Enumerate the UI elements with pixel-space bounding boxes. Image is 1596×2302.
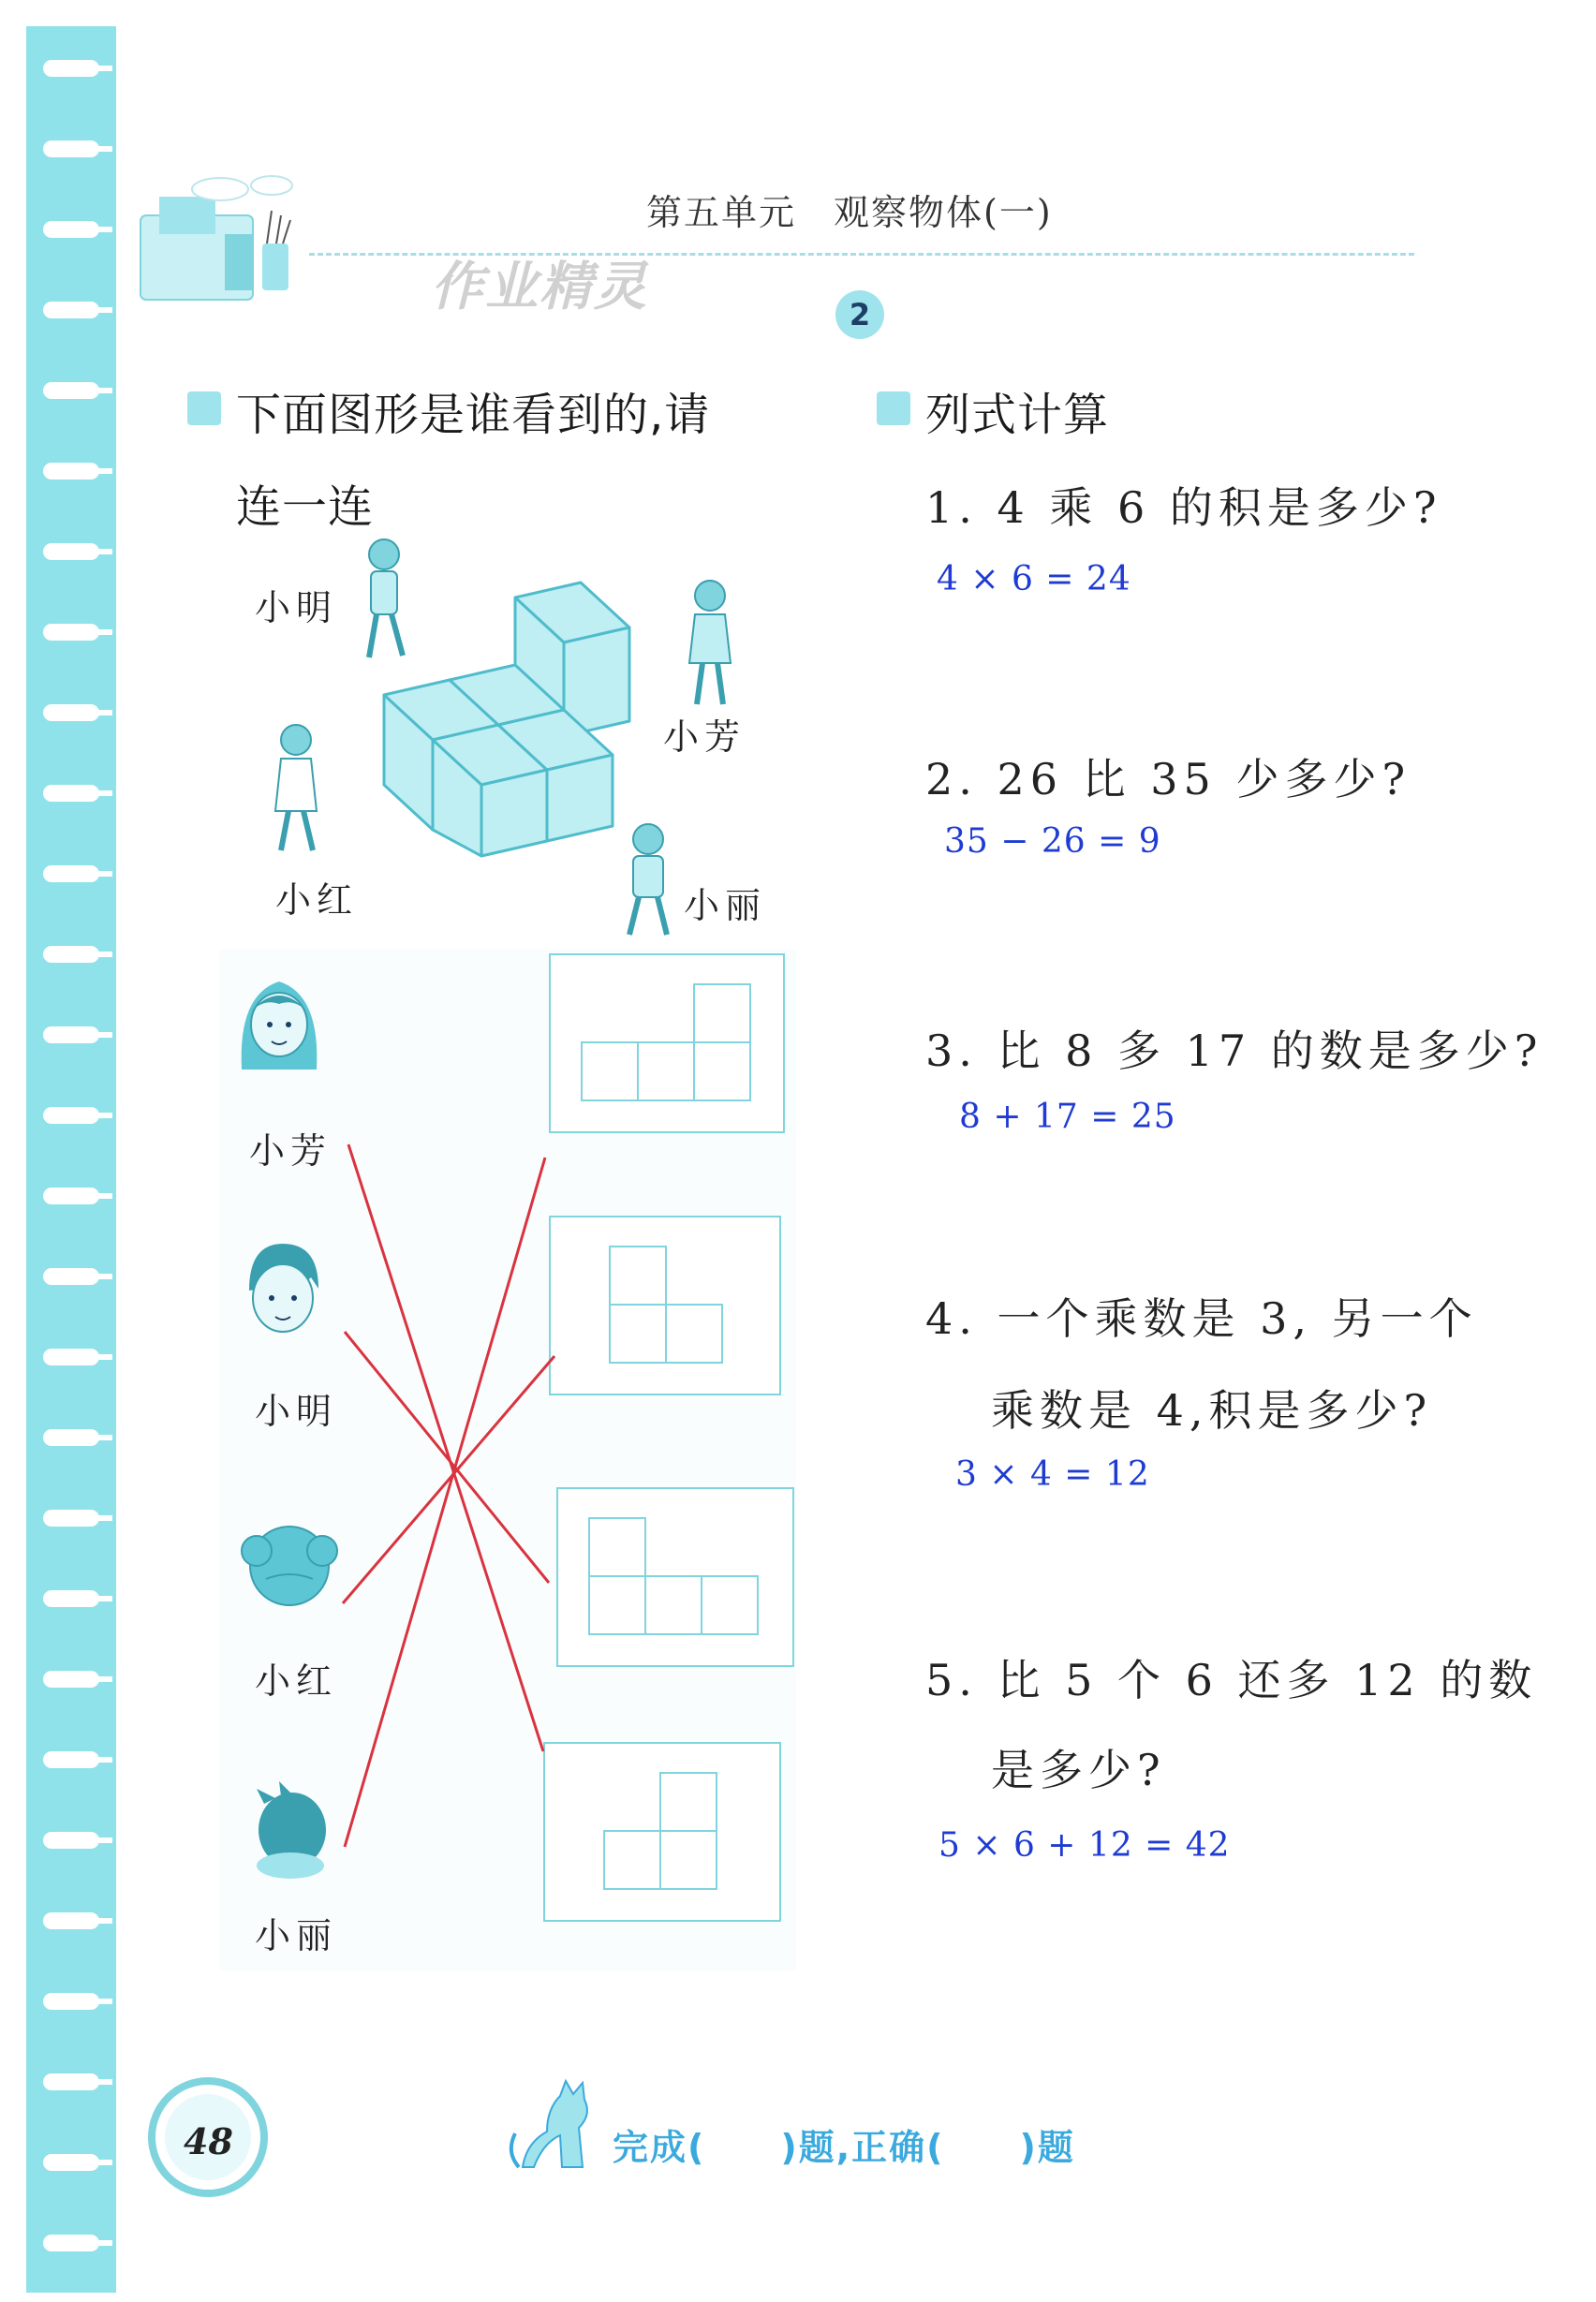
unit-title: 第五单元 观察物体(一) bbox=[646, 192, 1053, 233]
match-name-xiaoming: 小明 bbox=[255, 1391, 338, 1432]
match-name-xiaohong: 小红 bbox=[255, 1660, 338, 1702]
answer-1: 4 × 6 = 24 bbox=[937, 560, 1131, 598]
left-section-title-cont: 连一连 bbox=[236, 480, 375, 533]
answer-3: 8 + 17 = 25 bbox=[959, 1098, 1176, 1136]
match-line-xiaofang bbox=[348, 1144, 543, 1751]
match-line-xiaoming bbox=[345, 1332, 549, 1583]
left-section-title: 下面图形是谁看到的,请 bbox=[236, 389, 711, 441]
match-line-xiaoli bbox=[345, 1158, 545, 1847]
match-line-xiaohong bbox=[343, 1356, 554, 1603]
match-name-xiaofang: 小芳 bbox=[249, 1130, 332, 1172]
question-3: 3. 比 8 多 17 的数是多少? bbox=[925, 1026, 1544, 1076]
question-5: 5. 比 5 个 6 还多 12 的数 bbox=[925, 1655, 1538, 1705]
label-xiaoli: 小丽 bbox=[684, 885, 767, 926]
match-name-xiaoli: 小丽 bbox=[255, 1915, 338, 1956]
label-xiaoming: 小明 bbox=[255, 587, 338, 628]
right-section-title: 列式计算 bbox=[925, 389, 1110, 441]
answer-4: 3 × 4 = 12 bbox=[955, 1455, 1150, 1494]
question-1: 1. 4 乘 6 的积是多少? bbox=[925, 482, 1442, 533]
answer-5: 5 × 6 + 12 = 42 bbox=[938, 1826, 1231, 1865]
answer-2: 35 − 26 = 9 bbox=[944, 822, 1161, 861]
page-number: 48 bbox=[184, 2120, 233, 2162]
section-icon bbox=[877, 391, 910, 425]
page-badge: 2 bbox=[835, 290, 884, 339]
question-4-cont: 乘数是 4,积是多少? bbox=[991, 1385, 1433, 1436]
question-2: 2. 26 比 35 少多少? bbox=[925, 754, 1411, 804]
cat-icon bbox=[506, 2077, 599, 2180]
label-xiaohong: 小红 bbox=[275, 879, 359, 921]
label-xiaofang: 小芳 bbox=[663, 716, 746, 758]
completion-status: 完成( )题,正确( )题 bbox=[613, 2127, 1075, 2168]
watermark: 作业精灵 bbox=[431, 257, 648, 317]
question-5-cont: 是多少? bbox=[991, 1745, 1166, 1795]
question-4: 4. 一个乘数是 3, 另一个 bbox=[925, 1293, 1478, 1344]
